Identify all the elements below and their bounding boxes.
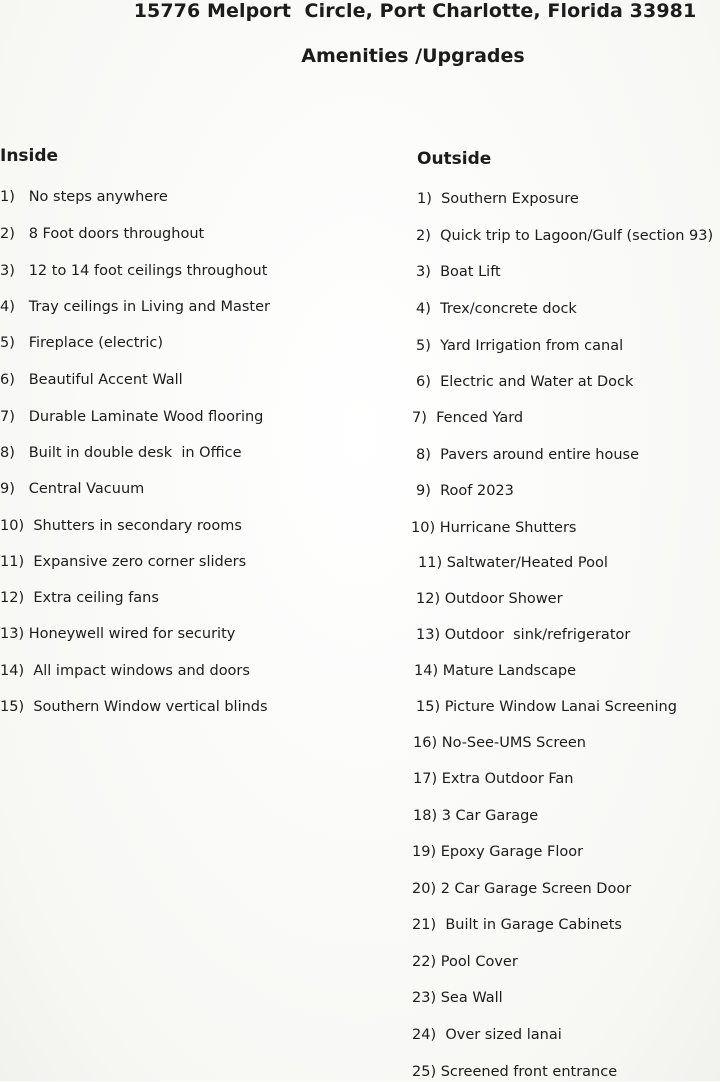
outside-item: 21) Built in Garage Cabinets <box>412 917 622 933</box>
outside-item: 7) Fenced Yard <box>412 410 524 426</box>
outside-item: 5) Yard Irrigation from canal <box>416 338 624 354</box>
inside-item: 8) Built in double desk in Office <box>0 445 242 461</box>
outside-item: 14) Mature Landscape <box>414 663 577 679</box>
inside-item: 11) Expansive zero corner sliders <box>0 554 247 570</box>
outside-heading: Outside <box>417 149 492 169</box>
outside-item: 22) Pool Cover <box>412 954 518 970</box>
inside-item: 13) Honeywell wired for security <box>0 626 236 642</box>
outside-item: 15) Picture Window Lanai Screening <box>416 699 677 715</box>
outside-item: 8) Pavers around entire house <box>416 447 640 463</box>
outside-item: 3) Boat Lift <box>416 264 501 280</box>
inside-item: 9) Central Vacuum <box>0 481 145 497</box>
outside-item: 20) 2 Car Garage Screen Door <box>412 881 632 897</box>
inside-item: 10) Shutters in secondary rooms <box>0 518 242 534</box>
outside-item: 10) Hurricane Shutters <box>411 520 577 536</box>
outside-item: 24) Over sized lanai <box>412 1027 562 1043</box>
outside-item: 12) Outdoor Shower <box>416 591 563 607</box>
outside-item: 19) Epoxy Garage Floor <box>412 844 584 860</box>
inside-item: 1) No steps anywhere <box>0 189 168 205</box>
outside-item: 25) Screened front entrance <box>412 1064 618 1080</box>
inside-item: 12) Extra ceiling fans <box>0 590 159 606</box>
property-address: 15776 Melport Circle, Port Charlotte, Florida 33981 <box>133 0 697 22</box>
outside-item: 16) No-See-UMS Screen <box>413 735 587 751</box>
document-subtitle: Amenities /Upgrades <box>301 45 525 67</box>
inside-item: 2) 8 Foot doors throughout <box>0 226 205 242</box>
outside-item: 9) Roof 2023 <box>416 483 514 499</box>
inside-item: 15) Southern Window vertical blinds <box>0 699 268 715</box>
inside-heading: Inside <box>0 146 59 166</box>
outside-item: 4) Trex/concrete dock <box>416 301 577 317</box>
inside-item: 7) Durable Laminate Wood flooring <box>0 409 264 425</box>
inside-item: 5) Fireplace (electric) <box>0 335 164 351</box>
inside-item: 6) Beautiful Accent Wall <box>0 372 183 388</box>
outside-item: 13) Outdoor sink/refrigerator <box>416 627 631 643</box>
outside-item: 1) Southern Exposure <box>417 191 579 207</box>
inside-item: 3) 12 to 14 foot ceilings throughout <box>0 263 268 279</box>
inside-item: 4) Tray ceilings in Living and Master <box>0 299 270 315</box>
outside-item: 23) Sea Wall <box>412 990 503 1006</box>
inside-item: 14) All impact windows and doors <box>0 663 250 679</box>
outside-item: 2) Quick trip to Lagoon/Gulf (section 93) <box>416 228 714 244</box>
outside-item: 6) Electric and Water at Dock <box>416 374 634 390</box>
outside-item: 18) 3 Car Garage <box>413 808 539 824</box>
outside-item: 17) Extra Outdoor Fan <box>413 771 574 787</box>
outside-item: 11) Saltwater/Heated Pool <box>418 555 608 571</box>
